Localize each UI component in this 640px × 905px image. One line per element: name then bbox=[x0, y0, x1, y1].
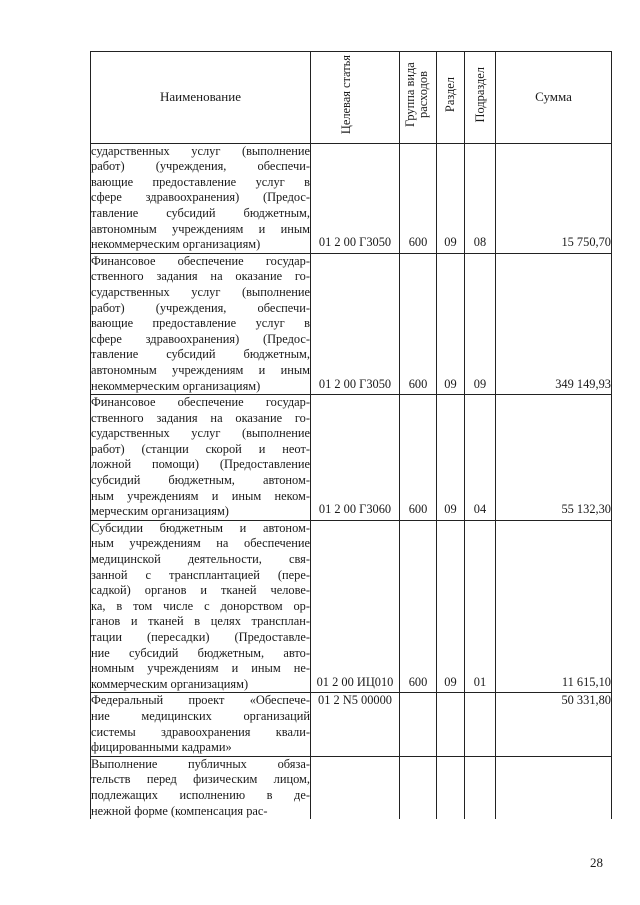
row-sum: 11 615,10 bbox=[561, 674, 611, 689]
row-sum-cell bbox=[496, 693, 612, 756]
row-group: 600 bbox=[408, 502, 428, 517]
row-sum: 55 132,30 bbox=[561, 502, 611, 517]
row-target-code: 01 2 00 ИЦ010 bbox=[316, 674, 394, 689]
row-name-line: сфере здравоохранения) (Предос- bbox=[91, 331, 310, 346]
row-name-line: автономным учреждениям и иным bbox=[91, 362, 310, 377]
row-target-code: 01 2 00 Г3060 bbox=[318, 502, 392, 517]
row-name bbox=[91, 143, 311, 253]
row-name-line: сударственных услуг (выполнение bbox=[91, 143, 310, 158]
row-section-cell bbox=[437, 756, 465, 819]
header-name: Наименование bbox=[91, 52, 311, 144]
row-name-line: сфере здравоохранения) (Предос- bbox=[91, 190, 310, 205]
row-section-cell bbox=[437, 253, 465, 394]
row-sum: 349 149,93 bbox=[555, 376, 611, 391]
header-group: Группа вида расходов bbox=[400, 52, 437, 144]
row-name bbox=[91, 395, 311, 521]
row-name-line: субсидий бюджетным, автоном- bbox=[91, 473, 310, 488]
header-subsection: Подраздел bbox=[465, 52, 496, 144]
row-group bbox=[400, 693, 436, 695]
row-name-line: ние медицинских организаций bbox=[91, 708, 310, 723]
row-subsection-cell bbox=[465, 693, 496, 756]
table-row bbox=[91, 253, 612, 394]
row-sum bbox=[496, 817, 611, 819]
row-section bbox=[437, 693, 464, 695]
row-name-line: Выполнение публичных обяза- bbox=[91, 756, 310, 771]
row-name-line: некоммерческим организациям) bbox=[91, 378, 261, 393]
table-row bbox=[91, 756, 612, 819]
row-sum-cell bbox=[496, 143, 612, 253]
row-group-cell bbox=[400, 693, 437, 756]
table-row bbox=[91, 143, 612, 253]
row-name bbox=[91, 756, 311, 819]
row-name-line: работ) (станции скорой и неот- bbox=[91, 441, 310, 456]
row-subsection: 01 bbox=[473, 674, 487, 689]
row-group-cell bbox=[400, 143, 437, 253]
row-name-line: сударственных услуг (выполнение bbox=[91, 284, 310, 299]
row-name-line: тавление субсидий бюджетным, bbox=[91, 205, 310, 220]
row-subsection: 08 bbox=[473, 235, 487, 250]
row-name-line: фицированными кадрами» bbox=[91, 740, 232, 755]
row-name-line: занной с трансплантацией (пере- bbox=[91, 567, 310, 582]
row-section-cell bbox=[437, 395, 465, 521]
row-name-line: тельств перед физическим лицом, bbox=[91, 772, 310, 787]
row-group-cell bbox=[400, 253, 437, 394]
row-name-line: Федеральный проект «Обеспече- bbox=[91, 693, 310, 708]
table-row bbox=[91, 520, 612, 693]
header-target: Целевая статья bbox=[311, 52, 400, 144]
row-target-code bbox=[311, 817, 399, 819]
row-subsection-cell bbox=[465, 520, 496, 693]
row-target-code: 01 2 00 Г3050 bbox=[318, 376, 392, 391]
row-name-line: ственного задания на оказание го- bbox=[91, 410, 310, 425]
row-group bbox=[400, 817, 436, 819]
row-section-cell bbox=[437, 693, 465, 756]
row-sum-cell bbox=[496, 395, 612, 521]
row-section: 09 bbox=[444, 376, 457, 391]
row-name-line: тации (пересадки) (Предоставле- bbox=[91, 630, 310, 644]
row-section: 09 bbox=[444, 235, 457, 250]
row-name bbox=[91, 520, 311, 693]
row-name-line: системы здравоохранения квали- bbox=[91, 724, 310, 739]
row-subsection-cell bbox=[465, 756, 496, 819]
row-group: 600 bbox=[408, 235, 428, 250]
row-section: 09 bbox=[444, 674, 457, 689]
row-name-line: некоммерческим организациям) bbox=[91, 237, 261, 252]
header-section: Раздел bbox=[437, 52, 465, 144]
row-section-cell bbox=[437, 520, 465, 693]
row-name-line: садкой) органов и тканей челове- bbox=[91, 583, 310, 598]
row-subsection: 09 bbox=[473, 376, 487, 391]
row-name-line: ние субсидий бюджетным, авто- bbox=[91, 645, 310, 660]
row-subsection bbox=[465, 693, 495, 695]
row-name-line: ложной помощи) (Предоставление bbox=[91, 457, 310, 472]
budget-table bbox=[90, 51, 612, 819]
row-target-code-cell bbox=[311, 693, 400, 756]
row-subsection-cell bbox=[465, 253, 496, 394]
row-name-line: ным учреждениям на обеспечение bbox=[91, 536, 310, 551]
row-target-code: 01 2 N5 00000 bbox=[318, 693, 392, 708]
row-name-line: работ) (учреждения, обеспечи- bbox=[91, 159, 310, 174]
row-target-code-cell bbox=[311, 756, 400, 819]
row-name-line: ным учреждениям и иным неком- bbox=[91, 488, 310, 503]
row-name-line: Финансовое обеспечение государ- bbox=[91, 253, 310, 268]
row-sum-cell bbox=[496, 253, 612, 394]
row-name-line: Финансовое обеспечение государ- bbox=[91, 395, 310, 410]
row-name-line: вающие предоставление услуг в bbox=[91, 316, 310, 331]
row-name-line: коммерческим организациям) bbox=[91, 676, 249, 691]
row-name-line: подлежащих исполнению в де- bbox=[91, 787, 310, 802]
row-target-code-cell bbox=[311, 143, 400, 253]
row-sum: 15 750,70 bbox=[561, 235, 611, 250]
row-name-line: работ) (учреждения, обеспечи- bbox=[91, 300, 310, 315]
row-name bbox=[91, 253, 311, 394]
row-name-line: ганов и тканей в целях трансплан- bbox=[91, 614, 310, 629]
row-sum-cell bbox=[496, 756, 612, 819]
row-group: 600 bbox=[408, 674, 428, 689]
page-number: 28 bbox=[590, 855, 603, 870]
table-row bbox=[91, 395, 612, 521]
row-sum-cell bbox=[496, 520, 612, 693]
row-name bbox=[91, 693, 311, 756]
row-subsection-cell bbox=[465, 143, 496, 253]
row-group-cell bbox=[400, 395, 437, 521]
row-group-cell bbox=[400, 756, 437, 819]
row-name-line: тавление субсидий бюджетным, bbox=[91, 347, 310, 362]
row-target-code-cell bbox=[311, 520, 400, 693]
table-row bbox=[91, 693, 612, 756]
row-group-cell bbox=[400, 520, 437, 693]
row-section bbox=[437, 817, 464, 819]
row-name-line: автономным учреждениям и иным bbox=[91, 221, 310, 236]
row-subsection bbox=[465, 817, 495, 819]
row-name-line: сударственных услуг (выполнение bbox=[91, 426, 310, 441]
row-section-cell bbox=[437, 143, 465, 253]
row-sum: 50 331,80 bbox=[561, 693, 611, 708]
row-name-line: номным учреждениям и иным не- bbox=[91, 661, 310, 676]
row-name-line: мерческим организациям) bbox=[91, 504, 229, 519]
row-name-line: ственного задания на оказание го- bbox=[91, 269, 310, 284]
row-name-line: Субсидии бюджетным и автоном- bbox=[91, 520, 310, 535]
row-target-code-cell bbox=[311, 253, 400, 394]
row-target-code-cell bbox=[311, 395, 400, 521]
row-name-line: нежной форме (компенсация рас- bbox=[91, 803, 268, 818]
row-name-line: ка, в том числе с донорством ор- bbox=[91, 598, 310, 613]
row-subsection: 04 bbox=[473, 502, 487, 517]
row-target-code: 01 2 00 Г3050 bbox=[318, 235, 392, 250]
header-sum: Сумма bbox=[496, 52, 612, 144]
row-subsection-cell bbox=[465, 395, 496, 521]
row-name-line: медицинской деятельности, свя- bbox=[91, 552, 310, 567]
row-name-line: вающие предоставление услуг в bbox=[91, 174, 310, 189]
row-section: 09 bbox=[444, 502, 457, 517]
table-header-row bbox=[91, 52, 612, 144]
row-group: 600 bbox=[408, 376, 428, 391]
